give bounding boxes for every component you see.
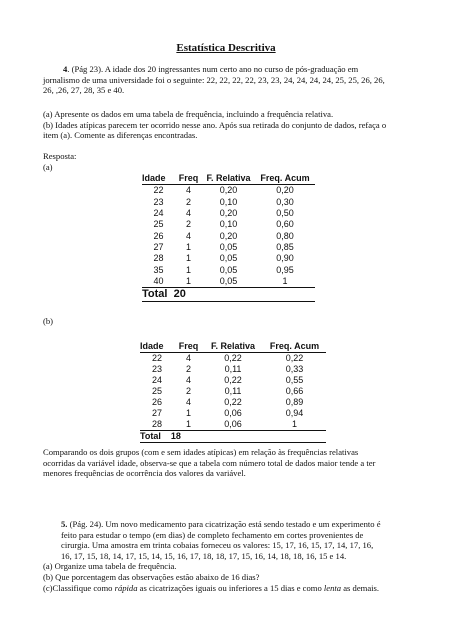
table-row bbox=[140, 408, 326, 419]
table-b-header-row bbox=[140, 341, 326, 353]
question-5-item-c bbox=[43, 583, 443, 594]
page-title: Estatística Descritiva bbox=[176, 42, 276, 54]
cell-idade: 22 bbox=[153, 185, 164, 196]
question-4-item-a: (a) Apresente os dados em uma tabela de frequência, incluindo a frequência relativa. bbox=[43, 109, 334, 119]
cell-freq: 1 bbox=[185, 419, 191, 429]
table-a-header-frelativa: F. Relativa bbox=[202, 173, 255, 185]
cell-freq: 4 bbox=[185, 208, 191, 219]
cell-freq: 1 bbox=[185, 275, 191, 286]
answer-heading bbox=[43, 151, 76, 172]
cell-idade: 27 bbox=[151, 408, 162, 418]
cell-frelativa: 0,05 bbox=[219, 275, 238, 286]
table-a-total-value: 20 bbox=[173, 287, 186, 300]
cell-frelativa: 0,05 bbox=[219, 253, 238, 264]
table-row bbox=[142, 230, 315, 241]
question-4-items bbox=[43, 109, 443, 141]
cell-freqacum: 0,33 bbox=[285, 364, 304, 374]
table-row bbox=[140, 397, 326, 408]
question-5-line-2: feito para estudar o tempo (em dias) de completo fechamento em cortes provenientes de bbox=[61, 529, 364, 540]
frequency-table-b bbox=[140, 341, 326, 443]
question-4-item-b-cont: item (a). Comente as diferenças encontradas. bbox=[43, 130, 198, 141]
answer-part-b-label: (b) bbox=[43, 316, 54, 326]
cell-idade: 26 bbox=[151, 397, 162, 407]
cell-freqacum: 1 bbox=[291, 419, 297, 429]
question-5-term-rapida: rápida bbox=[114, 582, 138, 593]
table-b-header-idade: Idade bbox=[140, 341, 174, 353]
question-5-line-3: cirurgia. Uma amostra em trinta cobaias forneceu os valores: 15, 17, 16, 15, 17, 14, 17, 16, bbox=[61, 540, 374, 551]
cell-freq: 2 bbox=[185, 196, 191, 207]
cell-frelativa: 0,05 bbox=[219, 241, 238, 252]
table-row bbox=[142, 208, 315, 219]
answer-label: Resposta: bbox=[43, 151, 77, 161]
cell-frelativa: 0,20 bbox=[219, 185, 238, 196]
cell-idade: 23 bbox=[151, 364, 162, 374]
question-5-item-a: (a) Organize uma tabela de frequência. bbox=[43, 561, 177, 572]
question-5-term-lenta: lenta bbox=[323, 582, 342, 593]
table-row bbox=[142, 264, 315, 275]
cell-idade: 28 bbox=[151, 419, 162, 429]
cell-idade: 27 bbox=[153, 241, 164, 252]
cell-freq: 4 bbox=[185, 185, 191, 196]
question-5-text: (Pág. 24). Um novo medicamento para cicatrização está sendo testado e um experimento é bbox=[69, 519, 381, 529]
cell-frelativa: 0,20 bbox=[219, 208, 238, 219]
cell-idade: 24 bbox=[153, 208, 164, 219]
cell-freqacum: 0,22 bbox=[285, 353, 304, 363]
table-b-header-frelativa: F. Relativa bbox=[203, 341, 263, 353]
cell-idade: 40 bbox=[153, 275, 164, 286]
comparison-line-3: menores frequências de ocorrência dos valores da variável. bbox=[43, 468, 246, 479]
cell-freqacum: 0,94 bbox=[285, 408, 304, 418]
cell-idade: 22 bbox=[151, 353, 162, 363]
cell-freqacum: 1 bbox=[282, 275, 288, 286]
question-5-item-c-post: as demais. bbox=[341, 582, 380, 593]
cell-freq: 1 bbox=[185, 253, 191, 264]
cell-freqacum: 0,55 bbox=[285, 375, 304, 385]
cell-freq: 2 bbox=[185, 386, 191, 396]
cell-frelativa: 0,10 bbox=[219, 196, 238, 207]
question-4-statement bbox=[43, 64, 438, 96]
cell-freqacum: 0,85 bbox=[276, 241, 294, 252]
cell-frelativa: 0,05 bbox=[219, 264, 238, 275]
question-4-number: 4 bbox=[63, 64, 68, 74]
cell-idade: 24 bbox=[151, 375, 162, 385]
table-row bbox=[142, 197, 315, 208]
table-a-total-row bbox=[142, 287, 315, 301]
table-row bbox=[140, 353, 326, 365]
frequency-table-a bbox=[142, 173, 315, 302]
cell-frelativa: 0,06 bbox=[224, 408, 242, 418]
cell-freq: 4 bbox=[185, 397, 191, 407]
table-a-total-cell bbox=[142, 287, 315, 301]
comparison-paragraph bbox=[43, 447, 443, 479]
cell-freq: 4 bbox=[185, 353, 191, 363]
table-row bbox=[142, 253, 315, 264]
table-row bbox=[142, 242, 315, 253]
question-4-line-2: jornalismo de uma universidade foi o seguinte: 22, 22, 22, 22, 23, 23, 24, 24, 24, 24, 25, 25, 26, 26, bbox=[43, 74, 385, 85]
table-b-header-freqacum: Freq. Acum bbox=[263, 341, 326, 353]
answer-part-a-label: (a) bbox=[43, 161, 53, 172]
comparison-line-1: Comparando os dois grupos (com e sem idades atípicas) em relação às frequências relativas bbox=[43, 447, 359, 457]
cell-idade: 25 bbox=[151, 386, 162, 396]
table-a-header-row bbox=[142, 173, 315, 185]
question-5-line-1 bbox=[43, 519, 443, 530]
table-a-header-idade: Idade bbox=[142, 173, 175, 185]
table-row bbox=[142, 276, 315, 288]
cell-frelativa: 0,20 bbox=[219, 230, 238, 241]
question-5-line-4: 16, 17, 15, 18, 14, 17, 15, 14, 15, 16, 17, 18, 18, 17, 15, 16, 14, 18, 18, 16, 15 e 14. bbox=[61, 550, 347, 561]
cell-freqacum: 0,89 bbox=[285, 397, 304, 407]
table-row bbox=[142, 185, 315, 197]
comparison-line-2: ocorridas da variável idade, observa-se que a tabela com número total de dados maior tende a ter bbox=[43, 457, 376, 468]
table-a-header-freq: Freq bbox=[175, 173, 202, 185]
cell-freqacum: 0,20 bbox=[276, 185, 294, 196]
cell-idade: 28 bbox=[153, 253, 164, 264]
cell-frelativa: 0,11 bbox=[224, 364, 242, 374]
cell-freq: 4 bbox=[185, 375, 191, 385]
table-row bbox=[140, 386, 326, 397]
cell-freq: 2 bbox=[185, 364, 191, 374]
table-row bbox=[140, 364, 326, 375]
cell-freq: 1 bbox=[185, 264, 191, 275]
question-5-item-b: (b) Que porcentagem das observações estão abaixo de 16 dias? bbox=[43, 571, 260, 582]
cell-freqacum: 0,50 bbox=[276, 208, 294, 219]
question-5-statement bbox=[43, 519, 443, 593]
cell-freqacum: 0,95 bbox=[276, 264, 294, 275]
question-4-text: . (Pág 23). A idade dos 20 ingressantes num certo ano no curso de pós-graduação em bbox=[67, 64, 359, 74]
cell-freqacum: 0,80 bbox=[276, 230, 294, 241]
cell-freqacum: 0,90 bbox=[276, 253, 294, 264]
table-row bbox=[142, 219, 315, 230]
question-5-item-c-mid: as cicatrizações iguais ou inferiores a 15 dias e como bbox=[137, 582, 324, 593]
cell-frelativa: 0,11 bbox=[224, 386, 242, 396]
cell-freqacum: 0,66 bbox=[285, 386, 304, 396]
question-4-line-1 bbox=[43, 64, 438, 75]
cell-frelativa: 0,10 bbox=[219, 219, 238, 230]
cell-frelativa: 0,06 bbox=[224, 419, 242, 429]
question-4-line-3: 26, ,26, 27, 28, 35 e 40. bbox=[43, 85, 125, 96]
cell-freq: 4 bbox=[185, 230, 191, 241]
table-b-total-label: Total bbox=[140, 431, 161, 441]
cell-frelativa: 0,22 bbox=[224, 397, 242, 407]
cell-freqacum: 0,60 bbox=[276, 219, 294, 230]
cell-freq: 1 bbox=[185, 408, 191, 418]
table-a-header-freqacum: Freq. Acum bbox=[255, 173, 315, 185]
table-row bbox=[140, 419, 326, 431]
table-b-total-row bbox=[140, 431, 326, 443]
cell-idade: 25 bbox=[153, 219, 164, 230]
cell-freqacum: 0,30 bbox=[276, 196, 294, 207]
cell-frelativa: 0,22 bbox=[224, 353, 242, 363]
table-b-total-cell bbox=[140, 431, 326, 443]
cell-idade: 35 bbox=[153, 264, 164, 275]
question-5-number: 5. bbox=[61, 519, 68, 529]
table-b-total-value: 18 bbox=[170, 431, 181, 441]
question-5-item-c-pre: (c)Classifique como bbox=[43, 582, 115, 593]
table-b-header-freq: Freq bbox=[174, 341, 203, 353]
cell-freq: 1 bbox=[185, 241, 191, 252]
cell-frelativa: 0,22 bbox=[224, 375, 242, 385]
cell-idade: 26 bbox=[153, 230, 164, 241]
cell-idade: 23 bbox=[153, 196, 164, 207]
question-4-item-b: (b) Idades atípicas parecem ter ocorrido nesse ano. Após sua retirada do conjunto de dados, refaça o bbox=[43, 119, 387, 130]
cell-freq: 2 bbox=[185, 219, 191, 230]
table-row bbox=[140, 375, 326, 386]
table-a-total-label: Total bbox=[142, 287, 168, 300]
